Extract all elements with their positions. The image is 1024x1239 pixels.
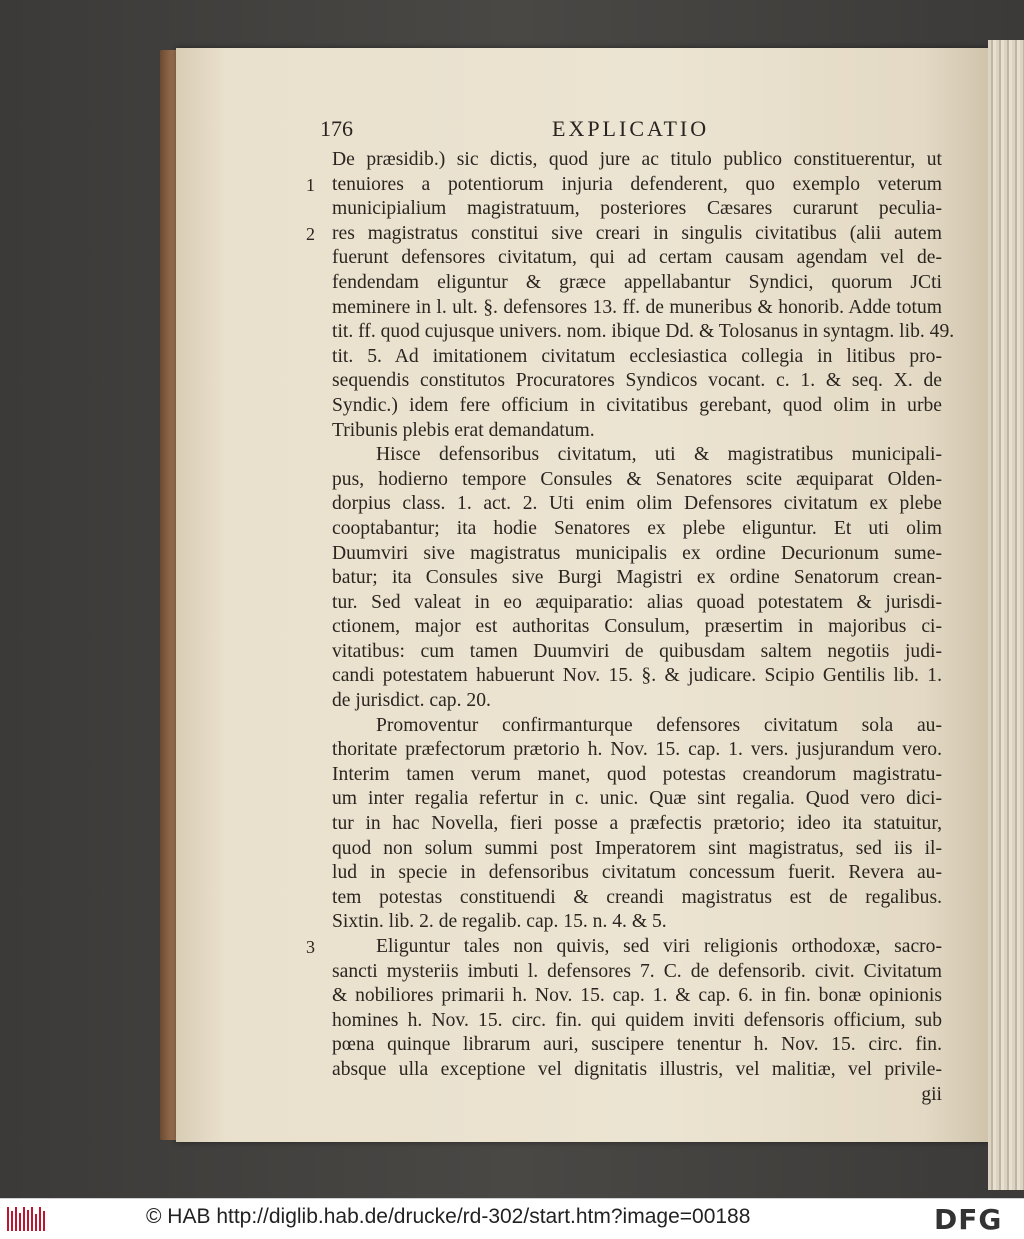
text-line: sequendis constitutos Procuratores Syndicos vocant. c. 1. & seq. X. de <box>332 370 942 392</box>
text-line: tur. Sed valeat in eo æquiparatio: alias quoad potestatem & jurisdi- <box>332 591 942 613</box>
text-line: res magistratus constitui sive creari in singulis civitatibus (alii autem <box>332 222 942 244</box>
text-line: Tribunis plebis erat demandatum. <box>332 419 595 441</box>
text-line: batur; ita Consules sive Burgi Magistri ex ordine Senatorum crean- <box>332 567 942 589</box>
text-line: thoritate præfectorum prætorio h. Nov. 15. cap. 1. vers. jusjurandum vero. <box>332 739 942 761</box>
text-line: tur in hac Novella, fieri posse a præfectis prætorio; ideo ita statuitur, <box>332 813 942 835</box>
text-line: homines h. Nov. 15. circ. fin. qui quidem inviti defensoris officium, sub <box>332 1009 942 1031</box>
text-line: meminere in l. ult. §. defensores 13. ff. de muneribus & honorib. Adde totum <box>332 296 942 318</box>
text-line: cooptabantur; ita hodie Senatores ex plebe eliguntur. Et uti olim <box>332 517 942 539</box>
catchword: gii <box>921 1083 942 1105</box>
text-line: fuerunt defensores civitatum, qui ad certam causam agendam vel de- <box>332 247 942 269</box>
text-line: candi potestatem habuerunt Nov. 15. §. & judicare. Scipio Gentilis lib. 1. <box>332 665 942 687</box>
margin-number: 3 <box>306 937 315 958</box>
text-line: um inter regalia refertur in c. unic. Quæ sint regalia. Quod vero dici- <box>332 788 942 810</box>
text-line: dorpius class. 1. act. 2. Uti enim olim Defensores civitatum ex plebe <box>332 493 942 515</box>
book-gutter <box>988 40 1024 1190</box>
page-number: 176 <box>320 116 353 141</box>
text-line: pœna quinque librarum auri, suscipere tenentur h. Nov. 15. circ. fin. <box>332 1034 942 1056</box>
text-line: ctionem, major est authoritas Consulum, præsertim in majoribus ci- <box>332 616 942 638</box>
margin-number: 1 <box>306 174 315 195</box>
text-line: De præsidib.) sic dictis, quod jure ac titulo publico constituerentur, ut <box>332 149 942 170</box>
text-line: tit. ff. quod cujusque univers. nom. ibique Dd. & Tolosanus in syntagm. lib. 49. <box>332 321 955 343</box>
text-line: Interim tamen verum manet, quod potestas creandorum magistratu- <box>332 763 942 785</box>
text-line: Eliguntur tales non quivis, sed viri religionis orthodoxæ, sacro- <box>376 936 942 957</box>
text-line: fendendam eliguntur & græce appellabantur Syndici, quorum JCti <box>332 271 942 293</box>
text-line: Syndic.) idem fere officium in civitatibus gerebant, quod olim in urbe <box>332 394 942 416</box>
text-line: sancti mysteriis imbuti l. defensores 7. C. de defensorib. civit. Civitatum <box>332 960 942 982</box>
body-text <box>332 148 955 1107</box>
text-line: Promoventur confirmanturque defensores civitatum sola au- <box>376 714 942 736</box>
text-line: tit. 5. Ad imitationem civitatum ecclesiastica collegia in litibus pro- <box>332 345 942 367</box>
hab-barcode-logo-icon[interactable] <box>6 1205 48 1233</box>
margin-number: 2 <box>306 223 315 244</box>
text-line: pus, hodierno tempore Consules & Senatores scite æquiparat Olden- <box>332 468 942 490</box>
text-line: Hisce defensoribus civitatum, uti & magistratibus municipali- <box>376 444 942 466</box>
text-line: vitatibus: cum tamen Duumviri de quibusdam saltem negotiis judi- <box>332 640 942 662</box>
text-line: tem potestas constituendi & creandi magistratus est de regalibus. <box>332 886 942 908</box>
source-url[interactable]: © HAB http://diglib.hab.de/drucke/rd-302/start.htm?image=00188 <box>146 1205 751 1228</box>
text-line: tenuiores a potentiorum injuria defenderent, quo exemplo veterum <box>332 173 942 195</box>
text-line: absque ulla exceptione vel dignitatis illustris, vel malitiæ, vel privile- <box>332 1058 942 1080</box>
viewer-footer <box>0 1198 1024 1239</box>
text-line: Sixtin. lib. 2. de regalib. cap. 15. n. 4. & 5. <box>332 911 667 933</box>
dfg-logo[interactable]: DFG <box>934 1203 1003 1236</box>
text-line: municipialium magistratuum, posteriores Cæsares curarunt peculia- <box>332 198 942 220</box>
text-line: lud in specie in defensoribus civitatum concessum fuerit. Revera au- <box>332 862 942 884</box>
text-line: & nobiliores primarii h. Nov. 15. cap. 1. & cap. 6. in fin. bonæ opinionis <box>332 985 942 1007</box>
text-line: quod non solum summi post Imperatorem sint magistratus, sed iis il- <box>332 837 942 859</box>
text-line: de jurisdict. cap. 20. <box>332 690 491 712</box>
text-line: Duumviri sive magistratus municipalis ex ordine Decurionum sume- <box>332 542 942 564</box>
page-header <box>320 116 940 146</box>
running-title: EXPLICATIO <box>552 116 710 141</box>
